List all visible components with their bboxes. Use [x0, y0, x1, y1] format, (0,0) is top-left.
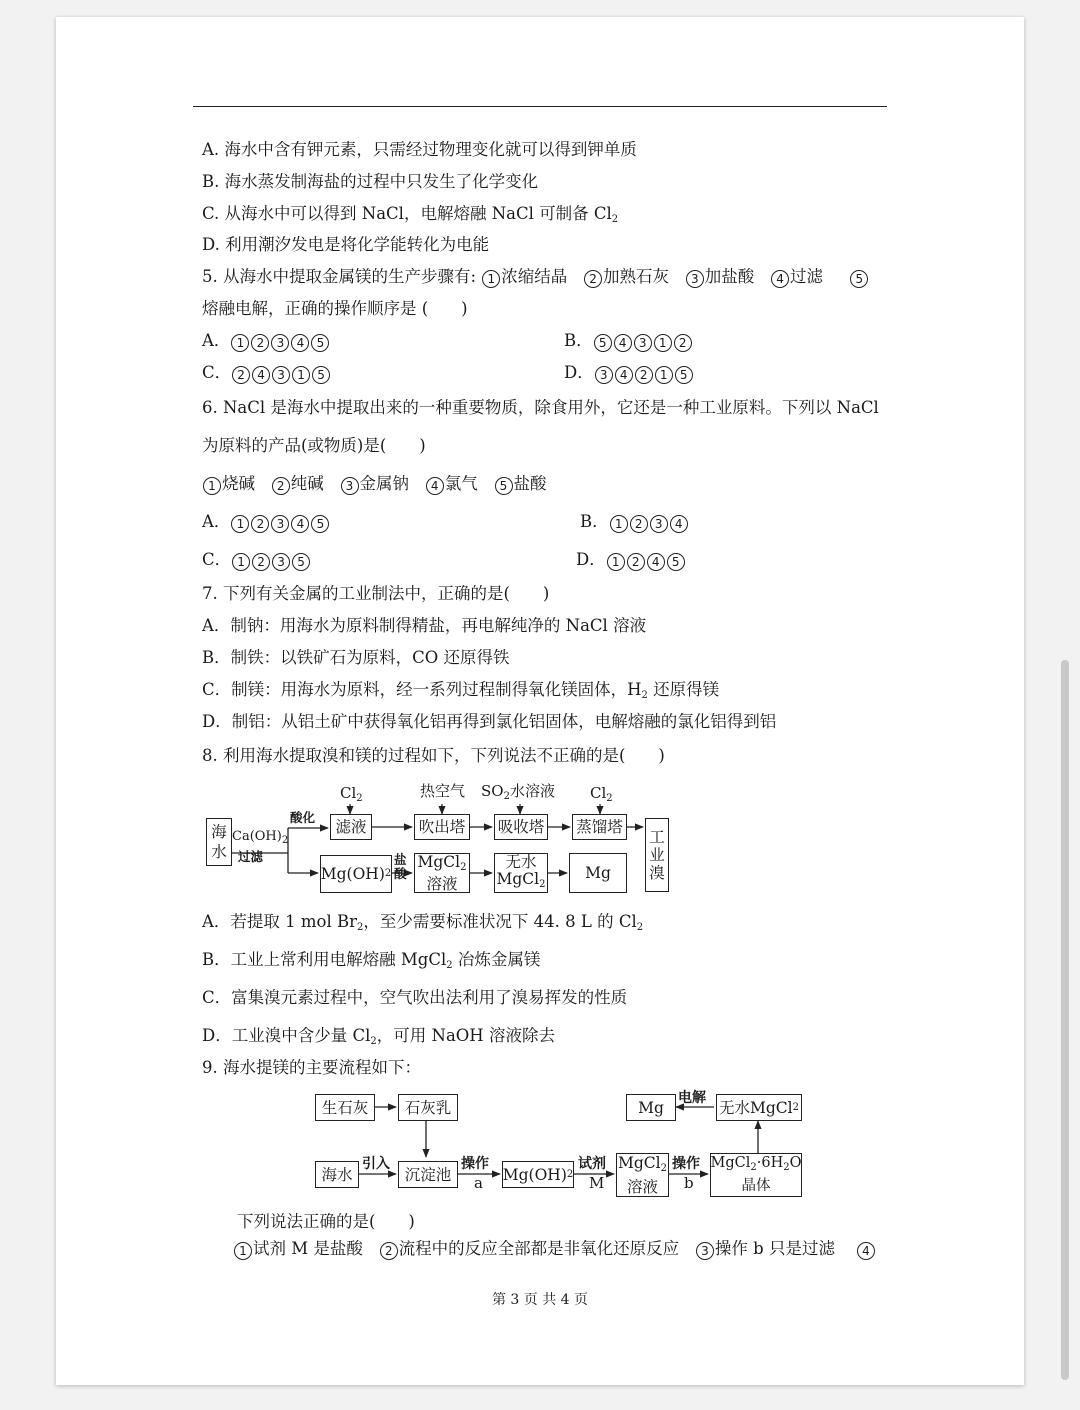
q9-label-intro: 引入 [362, 1156, 390, 1172]
q9-box-seawater: 海水 [315, 1161, 359, 1188]
q8-box-blowout: 吹出塔 [414, 814, 470, 840]
q9-box-mg: Mg [626, 1094, 676, 1121]
q8-box-mgoh2: Mg(OH) 2 [320, 855, 392, 893]
vertical-scrollbar[interactable] [1061, 660, 1069, 1380]
q6-option-c: C． 1 2 3 5 [202, 549, 311, 571]
q7-option-b: B．制铁：以铁矿石为原料，CO 还原得铁 [202, 648, 510, 667]
q8-option-a: A．若提取 1 mol $Br_2$，至少需要标准状况下 44. 8 L 的 $Cl_2$ [202, 912, 644, 933]
q8-label-caoh2: $Ca(OH)_2$ [232, 829, 289, 846]
q9-box-lime-milk: 石灰乳 [398, 1094, 458, 1121]
q8-stem: 8. 利用海水提取溴和镁的过程如下，下列说法不正确的是( ) [202, 746, 665, 765]
q9-label-reagent: 试剂 [578, 1156, 606, 1172]
q4-option-c: C. 从海水中可以得到 NaCl，电解熔融 NaCl 可制备 $Cl_2$ [202, 204, 619, 225]
q8-label-filter: 过滤 [238, 849, 264, 864]
q9-label-m: M [589, 1174, 605, 1192]
q8-option-c: C．富集溴元素过程中，空气吹出法利用了溴易挥发的性质 [202, 988, 628, 1007]
q6-stem-cont: 为原料的产品(或物质)是( ) [202, 436, 426, 455]
q9-label-b: b [684, 1174, 694, 1192]
q8-option-d: D．工业溴中含少量 $Cl_2$，可用 NaOH 溶液除去 [202, 1026, 555, 1047]
q8-box-seawater: 海水 [206, 818, 232, 866]
q6-option-b: B． 1 2 3 4 [580, 511, 689, 533]
document-page [56, 17, 1024, 1385]
q8-label-cl2-b: $Cl_2$ [590, 784, 613, 804]
q8-box-mg: Mg [569, 853, 627, 893]
q4-option-a: A. 海水中含有钾元素，只需经过物理变化就可以得到钾单质 [202, 140, 637, 159]
q9-box-anhydrous-mgcl2: 无水MgCl 2 [716, 1094, 802, 1121]
q7-option-c: C．制镁：用海水为原料，经一系列过程制得氧化镁固体，$H_2$ 还原得镁 [202, 680, 720, 701]
q9-statements: 1 试剂 M 是盐酸 2 流程中的反应全部都是非氧化还原反应 3 操作 b 只是过滤 4 [233, 1238, 876, 1260]
q4-option-b: B. 海水蒸发制海盐的过程中只发生了化学变化 [202, 172, 539, 191]
q8-label-acidify: 酸化 [290, 810, 316, 825]
q8-label-hot-air: 热空气 [420, 782, 466, 800]
q8-box-filtrate: 滤液 [330, 814, 372, 840]
q5-option-a: A． 1 2 3 4 5 [202, 330, 330, 352]
q6-option-a: A． 1 2 3 4 5 [202, 511, 330, 533]
q9-stem: 9. 海水提镁的主要流程如下： [202, 1058, 421, 1077]
q7-option-d: D．制铝：从铝土矿中获得氧化铝再得到氯化铝固体，电解熔融的氯化铝得到铝 [202, 712, 777, 731]
q5-option-c: C． 2 4 3 1 5 [202, 362, 331, 384]
q8-box-industrial-bromine: 工 业 溴 [645, 818, 669, 892]
q8-option-b: B．工业上常利用电解熔融 MgCl$_2$ 冶炼金属镁 [202, 950, 541, 971]
q9-box-settling-tank: 沉淀池 [398, 1161, 458, 1188]
q9-label-a: a [474, 1174, 483, 1192]
q5-stem-cont: 熔融电解，正确的操作顺序是 ( ) [202, 299, 468, 318]
q9-box-mgcl2-hydrate: $MgCl_2\cdot 6H_2O$ 晶体 [710, 1153, 802, 1197]
q6-items: 1 烧碱 2 纯碱 3 金属钠 4 氯气 5 盐酸 [202, 473, 547, 495]
q9-box-mgoh2: Mg(OH) 2 [502, 1161, 574, 1188]
q9-box-mgcl2-solution: MgCl$_2$ 溶液 [618, 1153, 667, 1196]
q9-question: 下列说法正确的是( ) [237, 1212, 415, 1231]
q9-label-op-a: 操作 [461, 1156, 489, 1172]
q8-box-distill: 蒸馏塔 [572, 814, 627, 840]
q8-label-so2: $SO_2$水溶液 [481, 782, 555, 802]
q7-stem: 7. 下列有关金属的工业制法中，正确的是( ) [202, 584, 550, 603]
q5-stem: 5. 从海水中提取金属镁的生产步骤有: 1 浓缩结晶 2 加熟石灰 3 加盐酸 4 过滤 5 [202, 266, 869, 288]
q8-label-hcl: 盐 酸 [394, 852, 407, 881]
q7-option-a: A．制钠：用海水为原料制得精盐，再电解纯净的 NaCl 溶液 [202, 616, 647, 635]
q4-option-d: D. 利用潮汐发电是将化学能转化为电能 [202, 235, 490, 254]
q9-label-op-b: 操作 [672, 1156, 700, 1172]
q8-box-mgcl2-solution: MgCl$_2$ 溶液 [414, 853, 470, 893]
q9-label-electrolysis: 电解 [678, 1090, 706, 1106]
page-footer: 第 3 页 共 4 页 [491, 1292, 589, 1308]
q5-option-b: B． 5 4 3 1 2 [564, 330, 693, 352]
q8-box-absorb: 吸收塔 [494, 814, 548, 840]
q8-box-anhydrous-mgcl2: 无水 MgCl$_2$ [494, 853, 548, 893]
q8-label-cl2-a: $Cl_2$ [340, 784, 363, 804]
q9-box-quicklime: 生石灰 [315, 1094, 375, 1121]
q6-stem: 6. NaCl 是海水中提取出来的一种重要物质，除食用外，它还是一种工业原料。下列以 NaCl [202, 398, 879, 417]
q6-option-d: D． 1 2 4 5 [576, 549, 686, 571]
q5-option-d: D． 3 4 2 1 5 [564, 362, 694, 384]
